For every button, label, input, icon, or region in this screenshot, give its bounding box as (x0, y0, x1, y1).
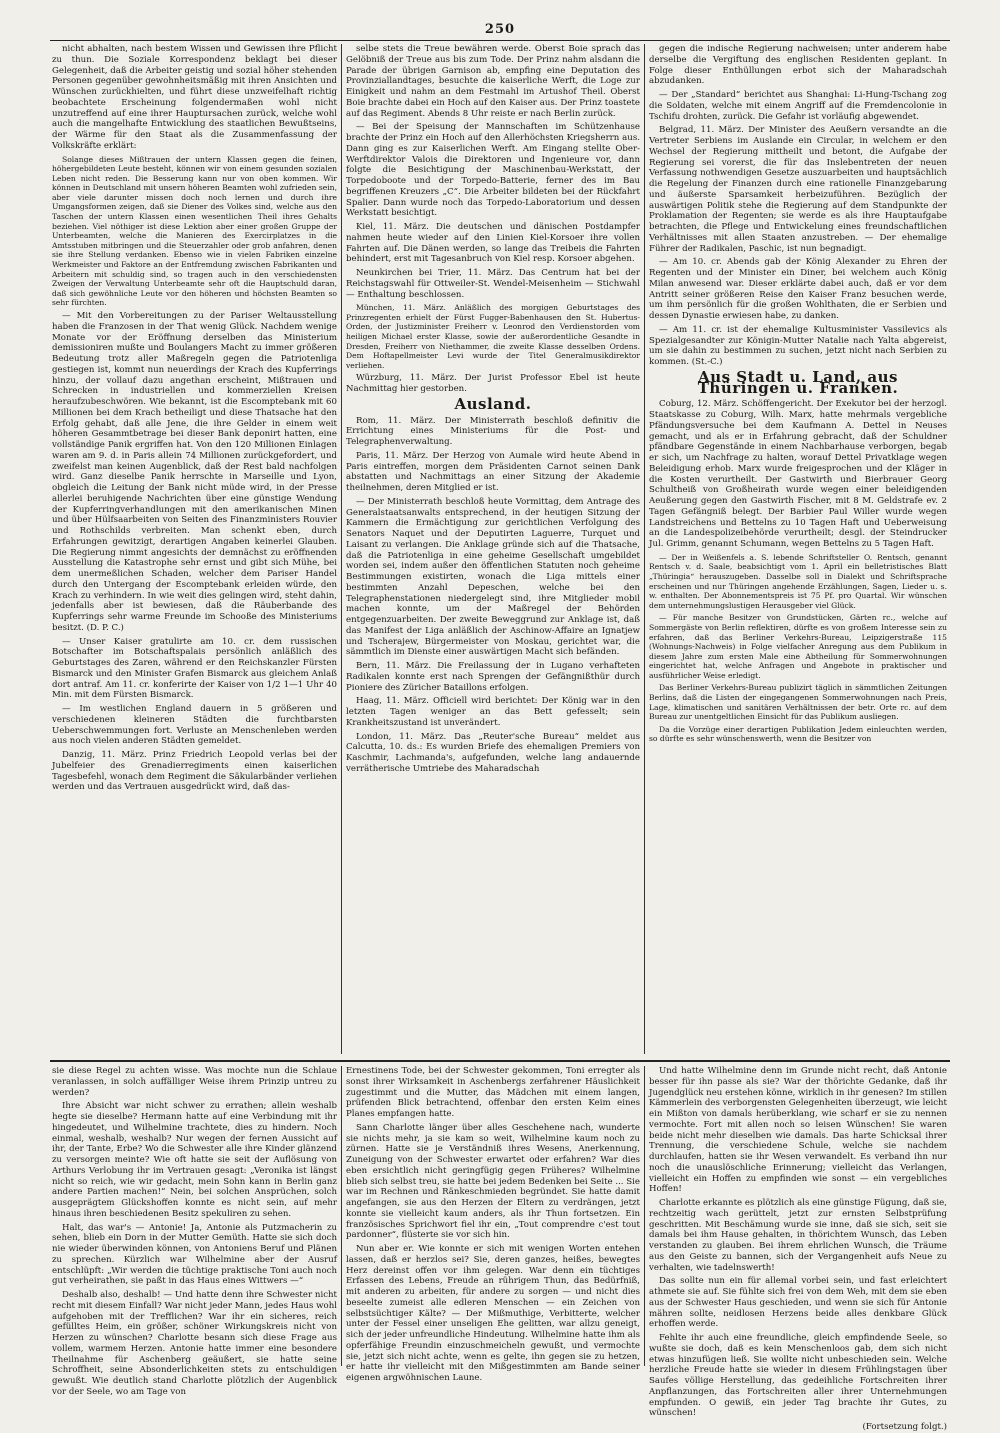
article-paragraph: nicht abhalten, nach bestem Wissen und Gewissen ihre Pflicht zu thun. Die Soziale Korrespondenz beklagt bei dieser Gelegenheit, daß die Arbeiter geistig und sozial höher stehenden Personen gegenüber gewohnheitsmäßig mit ihren Ansichten und Wünschen zurückhielten, und führt diese unzweifelhaft richtig beobachtete Erscheinung folgendermaßen wohl nicht unzutreffend auf eine ihrer Hauptursachen zurück, welche wohl auch die mangelhafte Entwicklung des staatlichen Bewußtseins, der Wärme für den Staat als die Zusammenfassung der Volkskräfte erklärt: (52, 44, 337, 151)
bottom-column-2 (346, 1066, 640, 1383)
column-rule (341, 44, 342, 1054)
article-paragraph: Rom, 11. März. Der Ministerrath beschloß definitiv die Errichtung eines Ministeriums für die Post- und Telegraphenverwaltung. (346, 415, 640, 448)
article-paragraph: Ihre Absicht war nicht schwer zu errathen; allein weshalb hegte sie dieselbe? Hermann hatte auf eine Verbindung mit ihr hingedeutet, und Wilhelmine trachtete, dies zu hindern. Noch einmal, weshalb, weshalb? Nur wegen der fernen Aussicht auf ihr, der Tante, Erbe? Wo die Schwester alle ihre Kinder glänzend zu versorgen meinte? Wie oft hatte sie seit der Auflösung von Arthurs Verlobung ihr im Vertrauen gesagt: „Veronika ist längst nicht so reich, wie wir gedacht, mein Sohn kann in Berlin ganz andere Partien machen!“ Nein, bei solchen Ansprüchen, solch ausgeprägtem Glückshoffen konnte es nicht sein, auf mehr hinaus ihren beschiedenen Besitz spekuliren zu sehen. (52, 1101, 337, 1219)
article-paragraph: — Unser Kaiser gratulirte am 10. cr. dem russischen Botschafter im Botschaftspalais persönlich anläßlich des Geburtstages des Zaren, während er den Reichskanzler Fürsten Bismarck und den Minister Grafen Bismarck aus gleichem Anlaß dort antraf. Am 11. cr. konferirte der Kaiser von 1/2 1—1 Uhr 40 Min. mit dem Fürsten Bismarck. (52, 636, 337, 701)
top-column-2 (346, 44, 640, 1054)
header-rule (50, 40, 950, 41)
article-paragraph: — Bei der Speisung der Mannschaften im Schützenhause brachte der Prinz ein Hoch auf den Allerhöchsten Kriegsherrn aus. Dann ging es zur Kaiserlichen Werft. Am Eingang stellte Ober-Werftdirektor Valois die Direktoren und Ingenieure vor, dann folgte die Besichtigung der Maschinenbau-Werkstatt, der Torpedoboote und der Torpedo-Batterie, ferner des im Bau begriffenen Kreuzers „C“. Die Arbeiter bildeten bei der Rückfahrt Spalier. Dann wurde noch das Torpedo-Laboratorium und dessen Werkstatt besichtigt. (346, 122, 640, 219)
continuation-note: (Fortsetzung folgt.) (862, 1422, 947, 1432)
article-paragraph: — Mit den Vorbereitungen zu der Pariser Weltausstellung haben die Franzosen in der That wenig Glück. Nachdem wenige Monate vor der Eröffnung derselben das Ministerium demissioniren mußte und Boulangers Macht zu immer größeren Bedeutung trotz aller Maßregeln gegen die Patriotenliga gestiegen ist, kommt nun neuerdings der Krach des Kupferrings hinzu, der vollauf dazu angethan erscheint, Mißtrauen und Schrecken in industriellen und kommerziellen Kreisen heraufzubeschwören. Wie bekannt, ist die Escomptebank mit 60 Millionen bei dem Krach betheiligt und diese Thatsache hat den Erfolg gehabt, daß alle Jene, die ihre Gelder in einem weit höheren Gesammtbetrage bei dieser Bank deponirt hatten, eine vollständige Panik ergriffen hat. Von den 120 Millionen Einlagen waren am 9. d. in Paris allein 74 Millionen zurückgefordert, und zweifelst man keinen Augenblick, daß der Rest bald nachfolgen wird. Ganz dieselbe Panik herrschte in Marseille und Lyon, obgleich die Leitung der Bank nicht müde wird, in der Presse allerlei beruhigende Nachrichten über eine günstige Wendung der Kupferringverhandlungen mit den amerikanischen Minen und über Hülfsaarbeiten von Seiten des Finanzministers Rouvier und Rothschilds verbreiten. Man schenkt eben, durch Erfahrungen gewitzigt, derartigen Angaben keinerlei Glauben. Die Regierung nimmt angesichts der demnächst zu eröffnenden Ausstellung die Katastrophe sehr ernst und gibt sich Mühe, bei dem unermeßlichen Schaden, welcher dem Pariser Handel durch den Untergang der Escomptebank erleiden würde, den Krach zu verhindern. In wie weit dies gelingen wird, steht dahin, jedenfalls aber ist bewiesen, daß die Räuberbande des Kupferrings sehr warme Freunde im Schooße des Ministeriums besitzt. (D. P. C.) (52, 311, 337, 633)
article-paragraph: — Für manche Besitzer von Grundstücken, Gärten rc., welche auf Sommergäste von Berlin reflektiren, dürfte es von großem Interesse sein zu erfahren, daß das Berliner Verkehrs-Bureau, Leipzigerstraße 115 (Wohnungs-Nachweis) in Folge vielfacher Anregung aus dem Publikum in diesem Jahre zum ersten Male eine Abtheilung für Sommerwohnungen eingerichtet hat, welche Anfragen und Angebote in praktischer und ausführlicher Weise erledigt. (649, 613, 947, 680)
article-paragraph: Sann Charlotte länger über alles Geschehene nach, wunderte sie nichts mehr, ja sie kam so weit, Wilhelmine kaum noch zu zürnen. Hatte sie je Verständniß ihres Wesens, Anerkennung, Zuneigung von der Schwester erwartet oder erfahren? War dies eben ersichtlich nicht geringfügig gegen Früheres? Wilhelmine blieb sich selbst treu, sie hatte bei jedem Bedenken bei Seite ... Sie war im Rechnen und Ränkeschmieden begründet. Sie hatte damit angefangen, sie aus den Herzen der Eltern zu verdrängen, jetzt konnte sie vielleicht kaum anders, als ihr Thun fortsetzen. Ein französisches Sprichwort fiel ihr ein, „Tout comprendre c'est tout pardonner“, flüsterte sie vor sich hin. (346, 1122, 640, 1241)
bottom-column-1 (52, 1066, 337, 1397)
article-paragraph: selbe stets die Treue bewähren werde. Oberst Boie sprach das Gelöbniß der Treue aus bis zum Tode. Der Prinz nahm alsdann die Parade der übrigen Garnison ab, empfing eine Deputation des Provinziallandtages, besuchte die kaiserliche Werft, die Loge zur Einigkeit und nahm an dem Festmahl im Artushof Theil. Oberst Boie brachte dabei ein Hoch auf den Kaiser aus. Der Prinz toastete auf das Regiment. Abends 8 Uhr reiste er nach Berlin zurück. (346, 44, 640, 119)
column-rule (644, 1066, 645, 1366)
article-paragraph: Haag, 11. März. Officiell wird berichtet: Der König war in den letzten Tagen weniger an das Bett gefesselt; sein Krankheitszustand ist unverändert. (346, 696, 640, 728)
article-paragraph: Paris, 11. März. Der Herzog von Aumale wird heute Abend in Paris eintreffen, morgen dem Präsidenten Carnot seinen Dank abstatten und Nachmittags an einer Sitzung der Akademie theilnehmen, deren Mitglied er ist. (346, 450, 640, 494)
article-paragraph: Ernestinens Tode, bei der Schwester gekommen, Toni erregter als sonst ihrer Wirksamkeit in Aschenbergs zerfahrener Häuslichkeit zugestimmt und die Mutter, das Mädchen mit einem langen, prüfenden Blick betrachtend, offenbar den ersten Keim eines Planes empfangen hatte. (346, 1066, 640, 1119)
article-paragraph: sie diese Regel zu achten wisse. Was mochte nun die Schlaue veranlassen, in solch auffälliger Weise ihrem Prinzip untreu zu werden? (52, 1066, 337, 1098)
article-paragraph: — Der Ministerrath beschloß heute Vormittag, dem Antrage des Generalstaatsanwalts entsprechend, in der heutigen Sitzung der Kammern die Ermächtigung zur gerichtlichen Verfolgung des Senators Naquet und der Deputirten Laguerre, Turquet und Laisant zu verlangen. Die Anklage gründe sich auf die Thatsache, daß die Patriotenliga in eine geheime Gesellschaft umgebildet worden sei, indem außer den öffentlichen Statuten noch geheime Bestimmungen existirten, wonach die Liga mittels einer bestimmten Anzahl Depeschen, welche bei den Telegraphenstationen niedergelegt sind, ihre Mitglieder mobil machen konnte, um der Maßregel der Behörden entgegenzuarbeiten. Der zweite Beweggrund zur Anklage ist, daß das Manifest der Liga anläßlich der Aschinow-Affaire an Ignatjew und Tscherajew, Bürgermeister von Moskau, gerichtet war, die sämmtlich im Dienste einer auswärtigen Macht sich befänden. (346, 496, 640, 658)
article-paragraph: — Am 11. cr. ist der ehemalige Kultusminister Vassilevics als Spezialgesandter zur Königin-Mutter Natalie nach Yalta abgereist, um sie dahin zu bestimmen zu suchen, jetzt nicht nach Serbien zu kommen. (St.-C.) (649, 324, 947, 367)
article-paragraph: Deshalb also, deshalb! — Und hatte denn ihre Schwester nicht recht mit diesem Einfall? War nicht jeder Mann, jedes Haus wohl aufgehoben mit der Trefflichen? War ihr ein sicheres, reich gefülltes Heim, ein größer, schöner Wirkungskreis nicht von Herzen zu wünschen? Charlotte besann sich diese Frage aus vollem, warmem Herzen. Antonie hatte immer eine besondere Theilnahme für Aschenberg geäußert, sie hatte seine Schroffheit, seine Absonderlichkeiten stets zu entschuldigen gewußt. Wie deutlich stand Charlotte plötzlich der Augenblick vor der Seele, wo am Tage von (52, 1290, 337, 1397)
article-paragraph: London, 11. März. Das „Reuter'sche Bureau“ meldet aus Calcutta, 10. ds.: Es wurden Briefe des ehemaligen Premiers von Kaschmir, Lachmanda's, aufgefunden, welche lang andauernde verrätherische Umtriebe des Maharadschah (346, 731, 640, 774)
feuilleton-divider (50, 1060, 950, 1062)
article-paragraph: Bern, 11. März. Die Freilassung der in Lugano verhafteten Radikalen konnte erst nach Sprengen der Gefängnißthür durch Pioniere des Züricher Bataillons erfolgen. (346, 661, 640, 693)
section-heading: Aus Stadt u. Land, aus Thüringen u. Franken. (697, 367, 899, 397)
article-paragraph: Nun aber er. Wie konnte er sich mit wenigen Worten entehen lassen, daß er herzlos sei? Sie, deren ganzes, heißes, bewegtes Herz dereinst offen vor ihm gelegen. War denn ein tüchtiges Erfassen des Lebens, Freude an rührigem Thun, das Bedürfniß, mit anderen zu arbeiten, für andere zu sorgen — und nicht dies beseelte zumeist alle edleren Menschen — ein Zeichen von selbstsüchtiger Kälte? — Der Mißmuthige, Verbitterte, welcher unter der Fessel einer unseligen Ehe gelitten, war allzu geneigt, sich der jeder unfreundliche Hindeutung. Wilhelmine hatte ihm als opferfähige Freundin einzuschmeicheln gewußt, und vermochte sie, jetzt sich nicht achte, wenn es gelte, ihn gegen sie zu hetzen, er hatte ihr vielleicht mit den Mißgestimmten am Bande seiner eigenen argwöhnischen Laune. (346, 1244, 640, 1383)
article-paragraph: Das sollte nun ein für allemal vorbei sein, und fast erleichtert athmete sie auf. Sie fühlte sich frei von dem Weh, mit dem sie eben aus der Schwester Haus geschieden, und wenn sie sich für Antonie mähren sollte, neidlosen Herzens beide alles denkbare Glück erhoffen werde. (649, 1276, 947, 1330)
article-paragraph: Da die Vorzüge einer derartigen Publikation Jedem einleuchten werden, so dürfte es sehr wünschenswerth, wenn die Besitzer von (649, 724, 947, 744)
article-paragraph: Solange dieses Mißtrauen der untern Klassen gegen die feinen, höhergebildeten Leute besteht, können wir von einem gesunden sozialen Leben nicht reden. Die Besserung kann nur von oben kommen. Wir können in Deutschland mit unsern höheren Beamten wohl zufrieden sein, aber viele darunter missen doch noch lernen und durch ihre Umgangsformen zeigen, daß sie Diener des Volkes sind, welche aus den Taschen der untern Klassen einen wesentlichen Theil ihres Gehalts beziehen. Viel nöthiger ist diese Lektion aber einer großen Gruppe der Unterbeamten, welche die Manieren des Exercirplatzes in die Amtsstuben mitbringen und die Steuerzahler oder grob anfahren, denen sie ihre Stellung verdanken. Ebenso wie in vielen Fabriken einzelne Werkmeister und Faktore an der Entfremdung zwischen Fabrikanten und Arbeitern mit schuldig sind, so tragen auch in den verschiedensten Zweigen der Verwaltung Unterbeamte sehr oft die Hauptschuld daran, daß sich gewöhnliche Leute vor den höheren und höchsten Beamten so sehr fürchten. (52, 154, 337, 308)
bottom-column-3 (649, 1066, 947, 1432)
article-paragraph: Danzig, 11. März. Prinz Friedrich Leopold verlas bei der Jubelfeier des Grenadierregiments einen kaiserlichen Tagesbefehl, wonach dem Regiment die Säkularbänder verliehen werden und das Vertrauen ausgedrückt wird, daß das- (52, 750, 337, 793)
article-paragraph: Das Berliner Verkehrs-Bureau publizirt täglich in sämmtlichen Zeitungen Berlins, daß die Listen der eingegangenen Sommerwohnungen nach Preis, Lage, klimatischen und sanitären Verhältnissen der betr. Orte rc. auf dem Bureau zur unentgeltlichen Einsicht für das Publikum ausliegen. (649, 683, 947, 722)
article-paragraph: — Der „Standard“ berichtet aus Shanghai: Li-Hung-Tschang zog die Soldaten, welche mit einem Angriff auf die Fremdencolonie in Tschifu drohten, zurück. Die Gefahr ist vorläufig abgewendet. (649, 90, 947, 122)
article-paragraph: Halt, das war's — Antonie! Ja, Antonie als Putzmacherin zu sehen, blieb ein Dorn in der Mutter Gemüth. Hatte sie sich doch nie wieder überwinden können, von Antoniens Beruf und Plänen zu sprechen. Kürzlich war Wilhelmine aber der Ausruf entschlüpft: „Wir werden die tüchtige praktische Toni auch noch gut verheirathen, sie paßt in das Haus eines Wittwers —“ (52, 1222, 337, 1287)
article-paragraph: Charlotte erkannte es plötzlich als eine günstige Fügung, daß sie, rechtzeitig wach gerüttelt, jetzt zur ernsten Selbstprüfung geschritten. Mit Beschämung wurde sie inne, daß sie sich, seit sie damals bei ihm Hause gehalten, in thörichtem Wunsch, das Leben verstanden zu glauben. Bei ihrem ehrlichen Wunsch, die Träume aus den Geiste zu bannen, sich der Vergangenheit aufs Neue zu verhalten, wie tadelnswerth! (649, 1198, 947, 1273)
article-paragraph: Würzburg, 11. März. Der Jurist Professor Ebel ist heute Nachmittag hier gestorben. (346, 373, 640, 395)
article-paragraph: Coburg, 12. März. Schöffengericht. Der Exekutor bei der herzogl. Staatskasse zu Coburg, Wilh. Marx, hatte mehrmals vergebliche Pfändungsversuche bei dem Kaufmann A. Dettel in Neuses gemacht, und als er in Erfahrung gebracht, daß der Schuldner pfändbare Gegenstände in einem Nachbarhause verborgen, begab er sich, um Nachfrage zu halten, worauf Dettel Privatklage wegen Beleidigung erhob. Marx wurde freigesprochen und der Kläger in die Kosten verurtheilt. Der Gastwirth und Bierbrauer Georg Schultheiß von Großheirath wurde wegen einer beleidigenden Aeußerung gegen den Gastwirth Fischer, mit 8 M. Geldstrafe ev. 2 Tagen Gefängniß belegt. Der Barbier Paul Willer wurde wegen Landstreichens und Bettelns zu 10 Tagen Haft und Ueberweisung an die Landespolizeibehörde verurtheilt; desgl. der Steindrucker Jul. Grimm, genannt Schumann, wegen Bettelns zu 5 Tagen Haft. (649, 399, 947, 549)
top-column-3 (649, 44, 947, 1054)
article-paragraph: — Im westlichen England dauern in 5 größeren und verschiedenen kleineren Städten die furchtbarsten Ueberschwemmungen fort. Verluste an Menschenleben werden aus noch vielen anderen Städten gemeldet. (52, 704, 337, 747)
article-paragraph: gegen die indische Regierung nachweisen; unter anderem habe derselbe die Vergiftung des englischen Residenten geplant. In Folge dieser Enthüllungen erbot sich der Maharadschah abzudanken. (649, 44, 947, 87)
section-heading: Ausland. (454, 394, 532, 413)
column-rule (341, 1066, 342, 1366)
column-rule (644, 44, 645, 1054)
article-paragraph: Fehlte ihr auch eine freundliche, gleich empfindende Seele, so wußte sie doch, daß es kein Menschenloos gab, dem sich nicht etwas hinzufügen ließ. Sie wollte nicht unbeschieden sein. Welche herzliche Freude hatte sie wieder in diesem Frühlingstagen über Saufes völlige Herstellung, das gedeihliche Fortschreiten ihrer Anpflanzungen, das Fortschreiten aller ihrer Unternehmungen empfunden. O gewiß, ein jeder Tag brachte ihr Gutes, zu wünschen! (649, 1333, 947, 1419)
article-paragraph: — Am 10. cr. Abends gab der König Alexander zu Ehren der Regenten und der Minister ein Diner, bei welchem auch König Milan anwesend war. Dieser erklärte dabei auch, daß er vor dem Antritt seiner größeren Reise den Kaiser Franz besuchen werde, um ihm persönlich für die großen Wohlthaten, die er Serbien und dessen Dynastie erwiesen habe, zu danken. (649, 257, 947, 321)
article-paragraph: — Der in Weißenfels a. S. lebende Schriftsteller O. Rentsch, genannt Rentsch v. d. Saale, beabsichtigt vom 1. April ein belletristisches Blatt „Thüringia“ herauszugeben. Dasselbe soll in Dialekt und Schriftsprache erscheinen und nur Thüringen angehende Erzählungen, Sagen, Lieder u. s. w. enthalten. Der Abonnementspreis ist 75 Pf. pro Quartal. Wir wünschen dem unternehmungslustigen Herausgeber viel Glück. (649, 552, 947, 610)
article-paragraph: Neunkirchen bei Trier, 11. März. Das Centrum hat bei der Reichstagswahl für Ottweiler-St. Wendel-Meisenheim — Stichwahl — Enthaltung beschlossen. (346, 268, 640, 300)
article-paragraph: Kiel, 11. März. Die deutschen und dänischen Postdampfer nahmen heute wieder auf den Linien Kiel-Korsoer ihre vollen Fahrten auf. Die Dänen werden, so lange das Treibeis die Fahrten behindert, erst mit Tagesanbruch von Kiel resp. Korsoer abgehen. (346, 222, 640, 265)
article-paragraph: Und hatte Wilhelmine denn im Grunde nicht recht, daß Antonie besser für ihn passe als sie? War der thörichte Gedanke, daß ihr Jugendglück neu erstehen könne, wirklich in ihr genesen? Im stillen Kämmerlein des verborgensten Gelegenheiten überzeugt, wie leicht ein Mißton von damals herüberklang, wie scharf er sie zu nennen vermochte. Fort mit allen noch so leisen Wünschen! Sie waren beide nicht mehr dieselben wie damals. Das harte Schicksal ihrer Trennung, die verschiedene Schule, welche sie nachdem durchlaufen, hatten sie ihr Wesen verwandelt. Es verband ihn nur noch die unauslöschliche Erinnerung; vielleicht das Verlangen, vielleicht ein Hoffen zu empfinden wie sonst — ein vergebliches Hoffen! (649, 1066, 947, 1195)
article-paragraph: München, 11. März. Anläßlich des morgigen Geburtstages des Prinzregenten erhielt der Fürst Fugger-Babenhausen den St. Hubertus-Orden, der Justizminister Freiherr v. Leonrod den Verdienstorden vom heiligen Michael erster Klasse, sowie der außerordentliche Gesandte in Dresden, Freiherr von Niethammer, die zweite Klasse desselben Ordens. Dem Hoftapellmeister Levi wurde der Titel Generalmusikdirektor verliehen. (346, 303, 640, 370)
page-number: 250 (484, 22, 516, 37)
top-column-1 (52, 44, 337, 1054)
article-paragraph: Belgrad, 11. März. Der Minister des Aeußern versandte an die Vertreter Serbiens im Auslande ein Circular, in welchem er den Wechsel der Regierung mittheilt und betont, die Aufgabe der Regierung sei vorerst, die für das Inslebentreten der neuen Verfassung nothwendigen Gesetze auszuarbeiten und hauptsächlich die Regelung der Finanzen durch eine rationelle Finanzgebarung und äußerste Sparsamkeit herbeizuführen. Bezüglich der auswärtigen Politik stehe die Regierung auf dem Standpunkte der Proklamation der Regenten; sie werde es als ihre Hauptaufgabe betrachten, die Pflege und Entwickelung eines freundschaftlichen Verhältnisses mit allen Staaten anzustreben. — Der ehemalige Führer der Radikalen, Paschic, ist nun begnadigt. (649, 125, 947, 254)
